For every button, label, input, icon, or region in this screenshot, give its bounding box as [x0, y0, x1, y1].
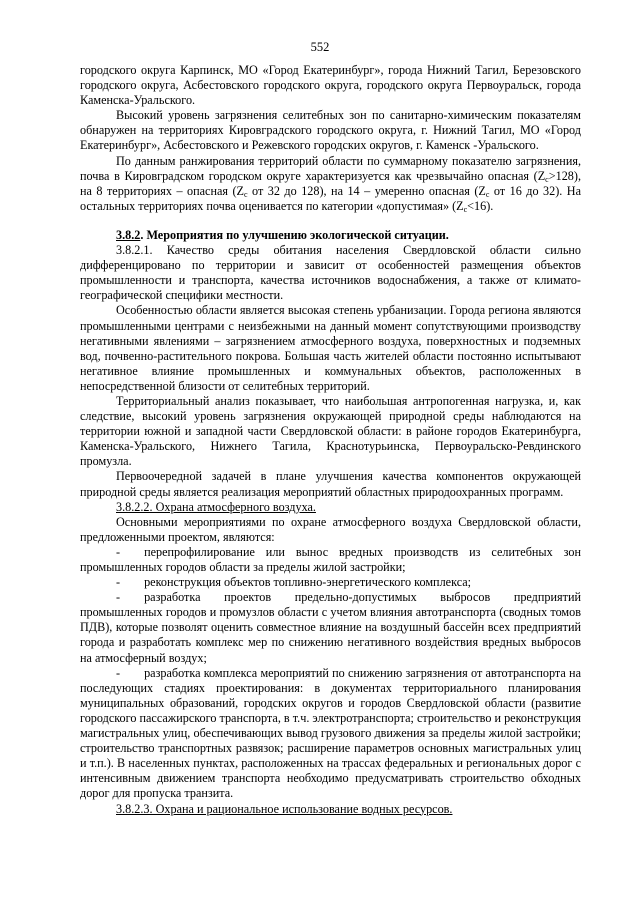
- text-run: >128), на 8 территориях – опасная (Z: [80, 168, 581, 198]
- list-item: [80, 666, 581, 802]
- paragraph: 3.8.2.1. Качество среды обитания населения Свердловской области сильно дифференцировано по территории и зависит от особенностей размещения объектов промышленности и транспорта, качества источников водоснабжения, а также от климато-географической специфики местности.: [80, 243, 581, 303]
- subscript: c: [463, 204, 468, 214]
- list-dash: -: [116, 575, 121, 590]
- list-item: [80, 575, 581, 590]
- section-number: 3.8.2: [116, 227, 141, 242]
- list-item-text: перепрофилирование или вынос вредных производств из селитебных зон промышленных городов области за пределы жилой застройки;: [80, 544, 581, 574]
- paragraph: Особенностью области является высокая степень урбанизации. Города региона являются промышленными центрами с неизбежными на данный момент сопутствующими производству негативными явлениями – загрязнением атмосферного воздуха, поверхностных и подземных вод, почвенно-растительного покрова. Большая часть жителей области постоянно испытывают негативное влияние промышленных и коммунальных объектов, расположенных в непосредственной близости от селитебных территорий.: [80, 303, 581, 393]
- document-body: [80, 63, 581, 817]
- list-item: [80, 545, 581, 575]
- subscript: c: [244, 189, 248, 199]
- list-item-text: разработка проектов предельно-допустимых выбросов предприятий промышленных городов и промузлов области с учетом влияния автотранспорта (сводных томов ПДВ), которые позволят оценить совместное влияние на воздушный бассейн всех предприятий города и разработать комплекс мер по снижению негативного воздействия вредных выбросов на атмосферный воздух;: [80, 590, 581, 665]
- subsection-title: 3.8.2.2. Охрана атмосферного воздуха.: [116, 499, 316, 514]
- text-run: <16).: [467, 198, 494, 213]
- section-title: . Мероприятия по улучшению экологической ситуации.: [140, 227, 449, 242]
- subscript: c: [485, 189, 490, 199]
- list-item-text: реконструкция объектов топливно-энергетического комплекса;: [144, 575, 472, 590]
- paragraph: городского округа Карпинск, МО «Город Екатеринбург», города Нижний Тагил, Березовского городского округа, Асбестовского городского округа, городского округа Первоуральск, города Каменска-Уральского.: [80, 63, 581, 108]
- paragraph: Территориальный анализ показывает, что наибольшая антропогенная нагрузка, и, как следствие, высокий уровень загрязнения окружающей природной среды наблюдаются на территории южной и западной части Свердловской области: в районе городов Екатеринбурга, Каменска-Уральского, Нижнего Тагила, Краснотурьинска, Первоуральско-Ревдинского промузла.: [80, 393, 581, 469]
- subsection-heading: [80, 802, 581, 817]
- list-dash: -: [116, 544, 121, 559]
- list-dash: -: [116, 665, 121, 680]
- text-run: от 16 до 32). На остальных территориях почва оценивается по категории «допустимая» (Z: [80, 183, 582, 213]
- text-run: от 32 до 128), на 14 – умеренно опасная (Z: [247, 183, 486, 198]
- page-number: 552: [310, 40, 330, 54]
- subsection-title: 3.8.2.3. Охрана и рациональное использование водных ресурсов.: [116, 801, 453, 816]
- subsection-heading: [80, 500, 581, 515]
- list-item-text: разработка комплекса мероприятий по снижению загрязнения от автотранспорта на последующих стадиях проектирования: в документах территориального планирования муниципальных образований, городских округов и городов Свердловской области (развитие городского пассажирского транспорта, в т.ч. электротранспорта; строительство и реконструкция магистральных улиц, обеспечивающих вывод грузового движения за пределы жилой застройки; строительство транспортных развязок; расширение параметров основных магистральных улиц и т.п.). В населенных пунктах, расположенных на трассах федеральных и региональных дорог с интенсивным движением транспорта необходимо предусматривать строительство обходных дорог для пропуска транзита.: [80, 665, 581, 801]
- section-heading: [80, 228, 581, 243]
- paragraph: Основными мероприятиями по охране атмосферного воздуха Свердловской области, предложенными проектом, являются:: [80, 514, 581, 544]
- list-item: [80, 590, 581, 665]
- subscript: c: [545, 174, 549, 184]
- paragraph: Первоочередной задачей в плане улучшения качества компонентов окружающей природной среды является реализация мероприятий областных природоохранных программ.: [80, 469, 581, 499]
- paragraph: Высокий уровень загрязнения селитебных зон по санитарно-химическим показателям обнаружен на территориях Кировградского городского округа, г. Нижний Тагил, МО «Город Екатеринбург», Асбестовского и Режевского городских округов, г. Каменск -Уральского.: [80, 108, 581, 153]
- list-dash: -: [116, 590, 121, 605]
- text-run: По данным ранжирования территорий области по суммарному показателю загрязнения, почва в Кировградском городском округе характеризуется как чрезвычайно опасная (Z: [80, 153, 581, 183]
- paragraph-soil-ranking: [80, 154, 581, 214]
